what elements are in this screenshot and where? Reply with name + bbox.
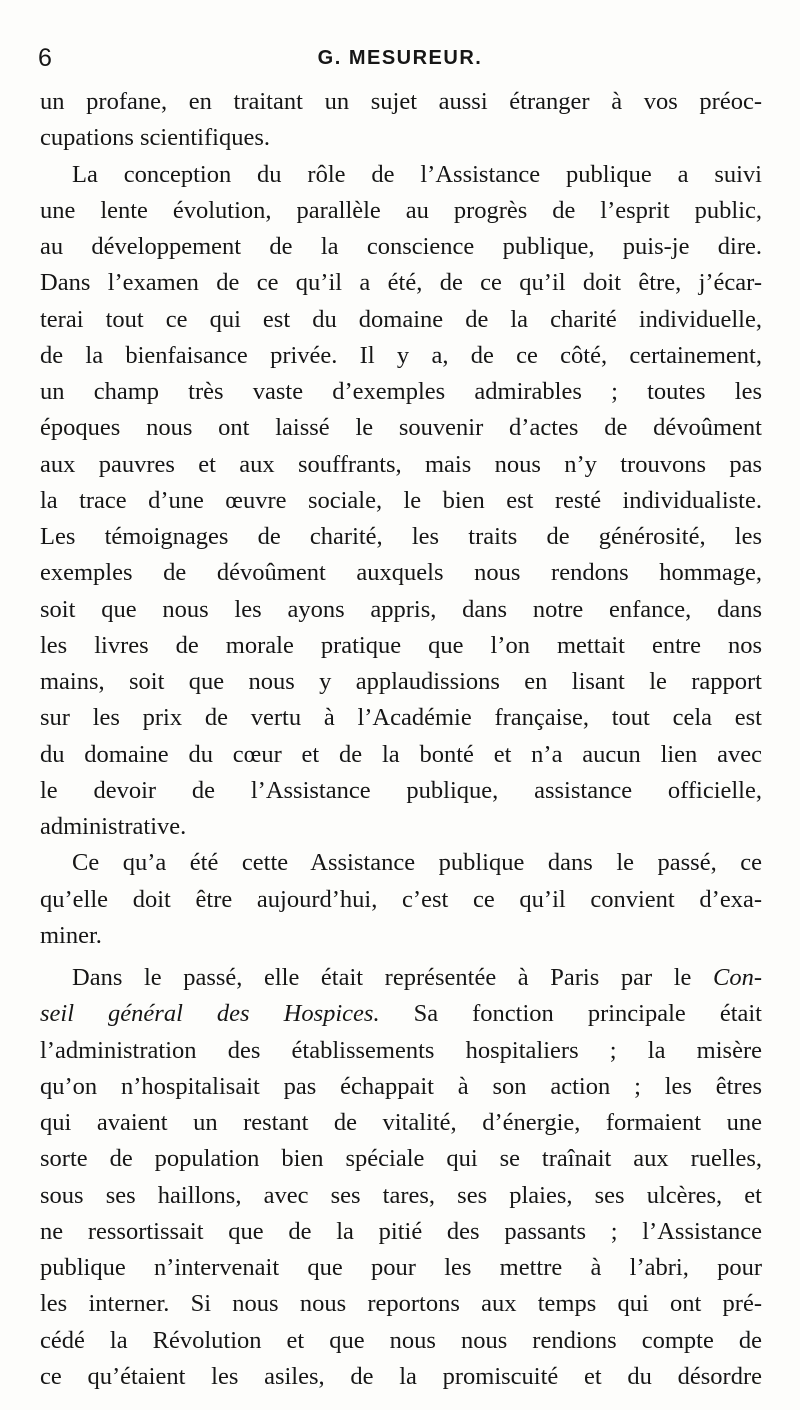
text-line: sorte de population bien spéciale qui se traînait aux ruelles, (40, 1145, 762, 1173)
text-line: La conception du rôle de l’Assistance publique a suivi (72, 160, 762, 188)
text-line (40, 996, 762, 1032)
text-line: le devoir de l’Assistance publique, assistance officielle, (40, 776, 762, 804)
text-line: miner. (40, 921, 102, 949)
text-line: exemples de dévoûment auxquels nous rendons hommage, (40, 559, 762, 587)
text-line: qu’elle doit être aujourd’hui, c’est ce qu’il convient d’exa- (40, 885, 762, 913)
text-line (40, 960, 762, 996)
running-head: G. MESUREUR. (317, 47, 483, 69)
text-line: qu’on n’hospitalisait pas échappait à son action ; les êtres (40, 1072, 762, 1100)
text-line: terai tout ce qui est du domaine de la charité individuelle, (40, 305, 762, 333)
text-run: Dans le passé, elle était représentée à Paris par le (72, 964, 713, 991)
text-line: au développement de la conscience publique, puis-je dire. (40, 233, 762, 260)
text-line: administrative. (40, 813, 187, 840)
text-line: les interner. Si nous nous reportons aux temps qui ont pré- (40, 1290, 762, 1318)
text-line: un profane, en traitant un sujet aussi étranger à vos préoc- (40, 88, 762, 115)
page-number: 6 (38, 44, 52, 72)
text-line: un champ très vaste d’exemples admirables ; toutes les (40, 378, 762, 405)
text-line: soit que nous les ayons appris, dans notre enfance, dans (40, 595, 762, 623)
text-line: Les témoignages de charité, les traits de générosité, les (40, 523, 762, 550)
text-line: Dans l’examen de ce qu’il a été, de ce qu’il doit être, j’écar- (40, 269, 762, 297)
text-line: ce qu’étaient les asiles, de la promiscuité et du désordre (40, 1362, 762, 1390)
text-line: mains, soit que nous y applaudissions en lisant le rapport (40, 668, 762, 695)
text-line: du domaine du cœur et de la bonté et n’a aucun lien avec (40, 740, 762, 768)
text-line: Ce qu’a été cette Assistance publique dans le passé, ce (72, 849, 762, 877)
text-line: cupations scientifiques. (40, 124, 270, 152)
text-line: la trace d’une œuvre sociale, le bien est resté individualiste. (40, 486, 762, 514)
page-header (38, 38, 762, 78)
text-line: cédé la Révolution et que nous nous rendions compte de (40, 1326, 762, 1354)
italic-text-run: seil général des Hospices. (40, 1000, 380, 1028)
text-line: sous ses haillons, avec ses tares, ses plaies, ses ulcères, et (40, 1181, 762, 1209)
text-run: Sa fonction principale était (379, 1000, 762, 1028)
text-line: aux pauvres et aux souffrants, mais nous n’y trouvons pas (40, 450, 762, 478)
text-line: époques nous ont laissé le souvenir d’actes de dévoûment (40, 414, 762, 442)
text-line: sur les prix de vertu à l’Académie française, tout cela est (40, 704, 762, 732)
body-text (40, 84, 762, 1395)
text-line: publique n’intervenait que pour les mettre à l’abri, pour (40, 1254, 762, 1281)
text-line: une lente évolution, parallèle au progrès de l’esprit public, (40, 196, 762, 224)
text-line: l’administration des établissements hospitaliers ; la misère (40, 1036, 762, 1064)
text-line: les livres de morale pratique que l’on mettait entre nos (40, 631, 762, 659)
text-line: qui avaient un restant de vitalité, d’énergie, formaient une (40, 1109, 762, 1136)
italic-text-run: Con- (713, 964, 762, 991)
text-line: ne ressortissait que de la pitié des passants ; l’Assistance (40, 1217, 762, 1245)
text-line: de la bienfaisance privée. Il y a, de ce côté, certainement, (40, 341, 762, 369)
